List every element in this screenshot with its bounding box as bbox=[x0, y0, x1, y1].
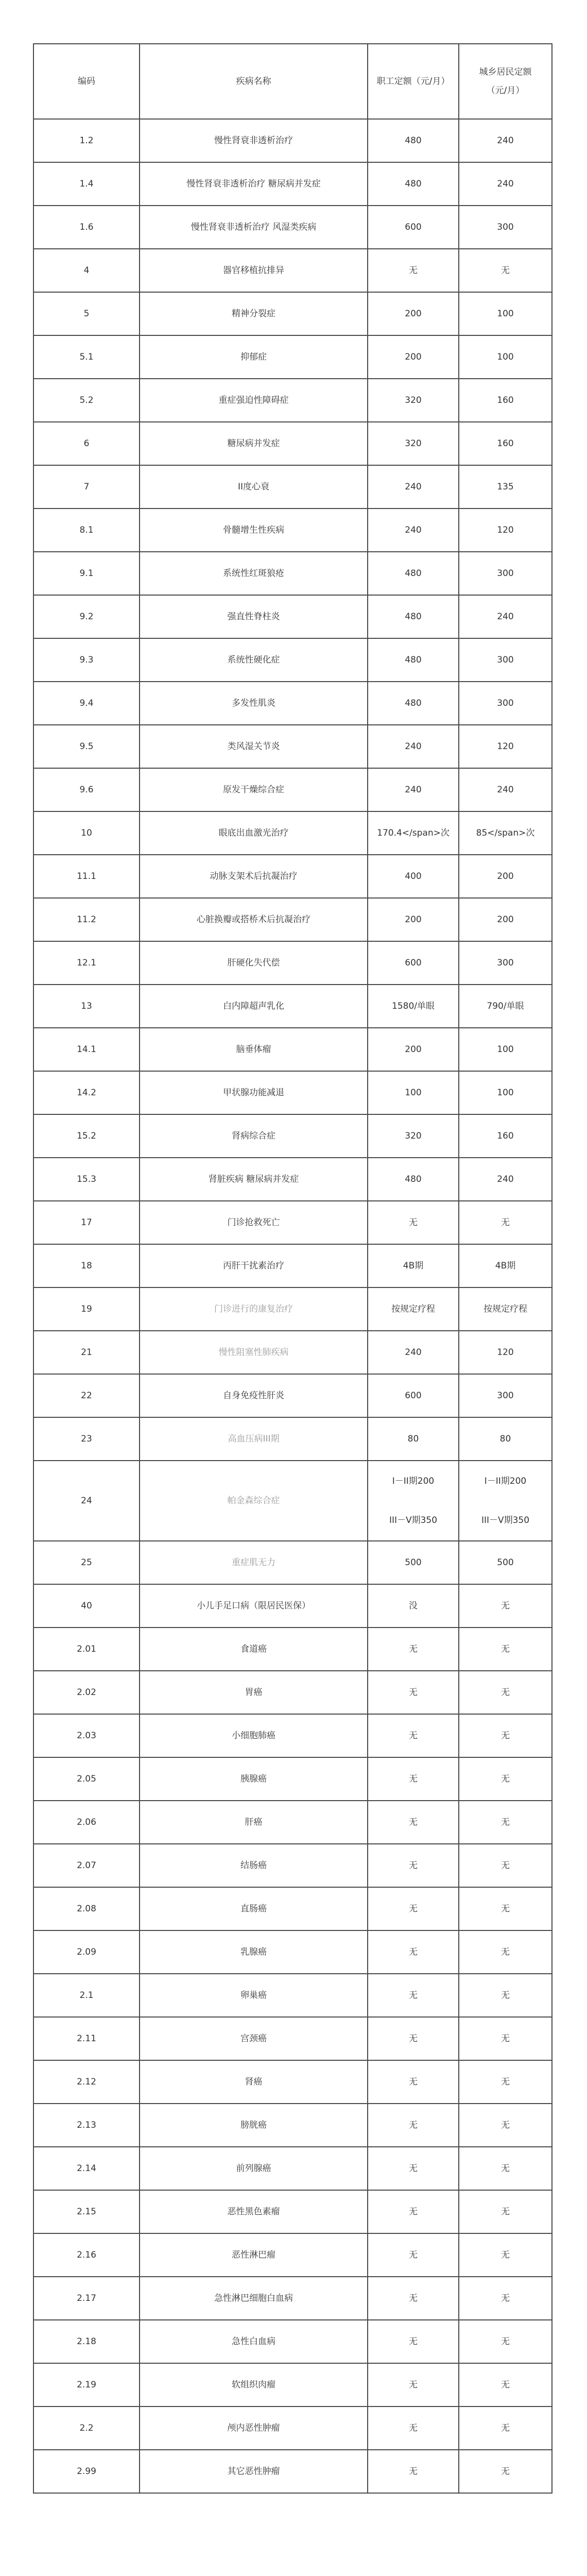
cell-resident-quota: 300 bbox=[459, 941, 552, 985]
cell-code: 2.1 bbox=[33, 1974, 140, 2017]
cell-employee-quota: 无 bbox=[368, 2406, 459, 2450]
cell-resident-quota: 无 bbox=[459, 2104, 552, 2147]
disease-quota-table-container bbox=[33, 43, 551, 2494]
cell-disease-name: 恶性淋巴瘤 bbox=[140, 2233, 368, 2277]
table-row bbox=[33, 1158, 552, 1201]
table-row bbox=[33, 1244, 552, 1287]
cell-code: 2.01 bbox=[33, 1628, 140, 1671]
table-row bbox=[33, 1331, 552, 1374]
cell-resident-quota: 无 bbox=[459, 1584, 552, 1628]
cell-employee-quota: 无 bbox=[368, 1801, 459, 1844]
table-row bbox=[33, 2147, 552, 2190]
cell-code: 15.2 bbox=[33, 1114, 140, 1158]
cell-code: 2.16 bbox=[33, 2233, 140, 2277]
cell-disease-name: 眼底出血激光治疗 bbox=[140, 811, 368, 855]
table-row bbox=[33, 379, 552, 422]
table-row bbox=[33, 1461, 552, 1541]
cell-code: 18 bbox=[33, 1244, 140, 1287]
cell-employee-quota: 600 bbox=[368, 941, 459, 985]
cell-code: 6 bbox=[33, 422, 140, 465]
cell-disease-name: 骨髓增生性疾病 bbox=[140, 509, 368, 552]
cell-disease-name: 肾脏疾病 糖尿病并发症 bbox=[140, 1158, 368, 1201]
cell-employee-quota: 100 bbox=[368, 1071, 459, 1114]
cell-resident-quota: 300 bbox=[459, 1374, 552, 1417]
cell-code: 2.14 bbox=[33, 2147, 140, 2190]
cell-code: 2.09 bbox=[33, 1930, 140, 1974]
cell-disease-name: 结肠癌 bbox=[140, 1844, 368, 1887]
cell-code: 10 bbox=[33, 811, 140, 855]
cell-employee-quota: 无 bbox=[368, 249, 459, 292]
cell-employee-quota: 240 bbox=[368, 725, 459, 768]
cell-resident-quota: 85</span>次 bbox=[459, 811, 552, 855]
cell-disease-name: 胰腺癌 bbox=[140, 1757, 368, 1801]
header-code: 编码 bbox=[33, 44, 140, 119]
cell-disease-name: 颅内恶性肿瘤 bbox=[140, 2406, 368, 2450]
cell-employee-quota: 无 bbox=[368, 2147, 459, 2190]
cell-disease-name: 白内障超声乳化 bbox=[140, 985, 368, 1028]
table-row bbox=[33, 206, 552, 249]
cell-disease-name: 肾癌 bbox=[140, 2060, 368, 2104]
table-row bbox=[33, 1671, 552, 1714]
cell-disease-name: 抑郁症 bbox=[140, 335, 368, 379]
cell-employee-quota: 320 bbox=[368, 379, 459, 422]
cell-code: 2.06 bbox=[33, 1801, 140, 1844]
table-row bbox=[33, 119, 552, 162]
cell-code: 14.1 bbox=[33, 1028, 140, 1071]
cell-code: 2.05 bbox=[33, 1757, 140, 1801]
cell-resident-quota: 无 bbox=[459, 1757, 552, 1801]
cell-employee-quota: 无 bbox=[368, 1201, 459, 1244]
cell-code: 15.3 bbox=[33, 1158, 140, 1201]
cell-code: 9.5 bbox=[33, 725, 140, 768]
cell-employee-quota: 无 bbox=[368, 2450, 459, 2493]
cell-employee-quota: 200 bbox=[368, 335, 459, 379]
cell-employee-quota: 无 bbox=[368, 2320, 459, 2363]
cell-resident-quota: 160 bbox=[459, 1114, 552, 1158]
cell-resident-quota: 无 bbox=[459, 1671, 552, 1714]
cell-disease-name: 慢性肾衰非透析治疗 糖尿病并发症 bbox=[140, 162, 368, 206]
header-resident-quota-line2: （元/月） bbox=[486, 86, 525, 96]
cell-employee-quota: 无 bbox=[368, 2017, 459, 2060]
table-body bbox=[33, 119, 552, 2493]
cell-resident-quota: 120 bbox=[459, 725, 552, 768]
cell-resident-quota: 240 bbox=[459, 162, 552, 206]
table-row bbox=[33, 552, 552, 595]
cell-employee-quota: 480 bbox=[368, 595, 459, 638]
cell-resident-quota: 无 bbox=[459, 2190, 552, 2233]
cell-disease-name: 急性淋巴细胞白血病 bbox=[140, 2277, 368, 2320]
cell-disease-name: 重症肌无力 bbox=[140, 1541, 368, 1584]
table-row bbox=[33, 2233, 552, 2277]
cell-disease-name: 恶性黑色素瘤 bbox=[140, 2190, 368, 2233]
table-row bbox=[33, 1801, 552, 1844]
cell-code: 1.2 bbox=[33, 119, 140, 162]
cell-code: 2.99 bbox=[33, 2450, 140, 2493]
cell-resident-quota: 无 bbox=[459, 2363, 552, 2406]
cell-employee-quota: 240 bbox=[368, 509, 459, 552]
cell-code: 4 bbox=[33, 249, 140, 292]
cell-code: 1.4 bbox=[33, 162, 140, 206]
table-row bbox=[33, 1844, 552, 1887]
cell-resident-quota-line: III－V期350 bbox=[481, 1515, 530, 1526]
table-row bbox=[33, 898, 552, 941]
cell-employee-quota: 无 bbox=[368, 1671, 459, 1714]
cell-code: 8.1 bbox=[33, 509, 140, 552]
cell-employee-quota: 没 bbox=[368, 1584, 459, 1628]
cell-employee-quota: 无 bbox=[368, 2233, 459, 2277]
cell-resident-quota: 无 bbox=[459, 1844, 552, 1887]
cell-resident-quota: 240 bbox=[459, 119, 552, 162]
cell-resident-quota: 160 bbox=[459, 379, 552, 422]
cell-resident-quota: 240 bbox=[459, 768, 552, 811]
cell-disease-name: 自身免疫性肝炎 bbox=[140, 1374, 368, 1417]
cell-code: 5 bbox=[33, 292, 140, 335]
cell-employee-quota: 240 bbox=[368, 768, 459, 811]
cell-disease-name: 慢性阻塞性肺疾病 bbox=[140, 1331, 368, 1374]
cell-disease-name: 心脏换瓣或搭桥术后抗凝治疗 bbox=[140, 898, 368, 941]
table-row bbox=[33, 1028, 552, 1071]
cell-resident-quota: 160 bbox=[459, 422, 552, 465]
cell-code: 9.2 bbox=[33, 595, 140, 638]
cell-resident-quota: 无 bbox=[459, 2060, 552, 2104]
cell-employee-quota: 500 bbox=[368, 1541, 459, 1584]
table-row bbox=[33, 941, 552, 985]
cell-employee-quota: 无 bbox=[368, 1757, 459, 1801]
table-row bbox=[33, 2190, 552, 2233]
cell-disease-name: 肝硬化失代偿 bbox=[140, 941, 368, 985]
cell-employee-quota: 480 bbox=[368, 552, 459, 595]
table-row bbox=[33, 1417, 552, 1461]
cell-code: 5.2 bbox=[33, 379, 140, 422]
cell-resident-quota: 无 bbox=[459, 2450, 552, 2493]
table-row bbox=[33, 855, 552, 898]
cell-employee-quota: 240 bbox=[368, 465, 459, 509]
cell-resident-quota: 500 bbox=[459, 1541, 552, 1584]
cell-resident-quota: 300 bbox=[459, 206, 552, 249]
cell-resident-quota: 无 bbox=[459, 1930, 552, 1974]
table-row bbox=[33, 249, 552, 292]
cell-disease-name: II度心衰 bbox=[140, 465, 368, 509]
cell-resident-quota: 100 bbox=[459, 1028, 552, 1071]
cell-disease-name: 急性白血病 bbox=[140, 2320, 368, 2363]
cell-code: 13 bbox=[33, 985, 140, 1028]
cell-resident-quota: 240 bbox=[459, 1158, 552, 1201]
cell-disease-name: 慢性肾衰非透析治疗 风湿类疾病 bbox=[140, 206, 368, 249]
cell-employee-quota: 200 bbox=[368, 1028, 459, 1071]
cell-employee-quota: 无 bbox=[368, 1844, 459, 1887]
cell-disease-name: 系统性硬化症 bbox=[140, 638, 368, 682]
cell-disease-name: 糖尿病并发症 bbox=[140, 422, 368, 465]
cell-disease-name: 多发性肌炎 bbox=[140, 682, 368, 725]
cell-employee-quota: 200 bbox=[368, 898, 459, 941]
cell-code: 2.15 bbox=[33, 2190, 140, 2233]
table-row bbox=[33, 1628, 552, 1671]
cell-disease-name: 原发干燥综合症 bbox=[140, 768, 368, 811]
cell-disease-name: 肾病综合症 bbox=[140, 1114, 368, 1158]
cell-disease-name: 甲状腺功能减退 bbox=[140, 1071, 368, 1114]
cell-resident-quota: 135 bbox=[459, 465, 552, 509]
cell-resident-quota: 无 bbox=[459, 2277, 552, 2320]
cell-disease-name: 软组织肉瘤 bbox=[140, 2363, 368, 2406]
cell-resident-quota: 无 bbox=[459, 1887, 552, 1930]
cell-disease-name: 小细胞肺癌 bbox=[140, 1714, 368, 1757]
cell-employee-quota: 无 bbox=[368, 2190, 459, 2233]
cell-resident-quota: 无 bbox=[459, 2320, 552, 2363]
table-row bbox=[33, 595, 552, 638]
cell-code: 2.18 bbox=[33, 2320, 140, 2363]
cell-resident-quota: 100 bbox=[459, 292, 552, 335]
cell-employee-quota: 无 bbox=[368, 1887, 459, 1930]
cell-disease-name: 其它恶性肿瘤 bbox=[140, 2450, 368, 2493]
cell-resident-quota: 300 bbox=[459, 682, 552, 725]
table-row bbox=[33, 292, 552, 335]
cell-resident-quota: 按规定疗程 bbox=[459, 1287, 552, 1331]
table-row bbox=[33, 1887, 552, 1930]
cell-code: 21 bbox=[33, 1331, 140, 1374]
cell-code: 14.2 bbox=[33, 1071, 140, 1114]
cell-resident-quota: 100 bbox=[459, 335, 552, 379]
table-row bbox=[33, 985, 552, 1028]
cell-resident-quota: 无 bbox=[459, 2406, 552, 2450]
cell-employee-quota: 170.4</span>次 bbox=[368, 811, 459, 855]
cell-disease-name: 直肠癌 bbox=[140, 1887, 368, 1930]
table-row bbox=[33, 1287, 552, 1331]
cell-code: 2.13 bbox=[33, 2104, 140, 2147]
table-header bbox=[33, 44, 552, 119]
cell-employee-quota: 480 bbox=[368, 682, 459, 725]
header-employee-quota: 职工定额（元/月） bbox=[368, 44, 459, 119]
table-row bbox=[33, 1541, 552, 1584]
cell-employee-quota: 无 bbox=[368, 1930, 459, 1974]
cell-employee-quota-line: III－V期350 bbox=[389, 1515, 438, 1526]
cell-code: 2.19 bbox=[33, 2363, 140, 2406]
cell-resident-quota: 100 bbox=[459, 1071, 552, 1114]
cell-code: 2.11 bbox=[33, 2017, 140, 2060]
cell-disease-name: 小儿手足口病（限居民医保） bbox=[140, 1584, 368, 1628]
cell-disease-name: 卵巢癌 bbox=[140, 1974, 368, 2017]
cell-disease-name: 宫颈癌 bbox=[140, 2017, 368, 2060]
table-row bbox=[33, 1714, 552, 1757]
table-row bbox=[33, 465, 552, 509]
cell-code: 11.1 bbox=[33, 855, 140, 898]
cell-employee-quota: 200 bbox=[368, 292, 459, 335]
cell-code: 2.08 bbox=[33, 1887, 140, 1930]
table-row bbox=[33, 682, 552, 725]
cell-code: 25 bbox=[33, 1541, 140, 1584]
cell-code: 2.03 bbox=[33, 1714, 140, 1757]
cell-employee-quota: 无 bbox=[368, 2060, 459, 2104]
cell-disease-name: 重症强迫性障碍症 bbox=[140, 379, 368, 422]
cell-disease-name: 脑垂体瘤 bbox=[140, 1028, 368, 1071]
cell-resident-quota: 240 bbox=[459, 595, 552, 638]
cell-employee-quota: 无 bbox=[368, 1714, 459, 1757]
cell-code: 2.07 bbox=[33, 1844, 140, 1887]
cell-resident-quota: 120 bbox=[459, 509, 552, 552]
table-row bbox=[33, 422, 552, 465]
cell-disease-name: 门诊抢救死亡 bbox=[140, 1201, 368, 1244]
table-row bbox=[33, 1201, 552, 1244]
cell-resident-quota-line: I－II期200 bbox=[484, 1476, 527, 1486]
table-row bbox=[33, 2277, 552, 2320]
cell-employee-quota: 320 bbox=[368, 1114, 459, 1158]
cell-employee-quota: 400 bbox=[368, 855, 459, 898]
cell-resident-quota bbox=[459, 1461, 552, 1541]
table-row bbox=[33, 2406, 552, 2450]
cell-code: 5.1 bbox=[33, 335, 140, 379]
table-row bbox=[33, 1071, 552, 1114]
cell-employee-quota: 无 bbox=[368, 2104, 459, 2147]
table-row bbox=[33, 509, 552, 552]
cell-code: 7 bbox=[33, 465, 140, 509]
cell-disease-name: 胃癌 bbox=[140, 1671, 368, 1714]
cell-employee-quota: 480 bbox=[368, 162, 459, 206]
cell-employee-quota: 600 bbox=[368, 1374, 459, 1417]
cell-code: 1.6 bbox=[33, 206, 140, 249]
cell-employee-quota: 600 bbox=[368, 206, 459, 249]
cell-employee-quota: 480 bbox=[368, 119, 459, 162]
cell-resident-quota: 120 bbox=[459, 1331, 552, 1374]
header-resident-quota bbox=[459, 44, 552, 119]
header-row bbox=[33, 44, 552, 119]
cell-code: 2.2 bbox=[33, 2406, 140, 2450]
table-row bbox=[33, 1374, 552, 1417]
cell-disease-name: 动脉支架术后抗凝治疗 bbox=[140, 855, 368, 898]
table-row bbox=[33, 2320, 552, 2363]
cell-employee-quota: 240 bbox=[368, 1331, 459, 1374]
disease-quota-table bbox=[33, 43, 553, 2494]
cell-disease-name: 类风湿关节炎 bbox=[140, 725, 368, 768]
cell-code: 22 bbox=[33, 1374, 140, 1417]
cell-disease-name: 门诊进行的康复治疗 bbox=[140, 1287, 368, 1331]
cell-disease-name: 强直性脊柱炎 bbox=[140, 595, 368, 638]
header-resident-quota-line1: 城乡居民定额 bbox=[479, 67, 532, 77]
cell-employee-quota: 按规定疗程 bbox=[368, 1287, 459, 1331]
cell-code: 17 bbox=[33, 1201, 140, 1244]
table-row bbox=[33, 2060, 552, 2104]
cell-code: 40 bbox=[33, 1584, 140, 1628]
table-row bbox=[33, 638, 552, 682]
table-row bbox=[33, 1584, 552, 1628]
cell-disease-name: 肝癌 bbox=[140, 1801, 368, 1844]
cell-resident-quota: 200 bbox=[459, 898, 552, 941]
table-row bbox=[33, 2104, 552, 2147]
cell-resident-quota: 无 bbox=[459, 2147, 552, 2190]
cell-code: 9.6 bbox=[33, 768, 140, 811]
cell-resident-quota: 200 bbox=[459, 855, 552, 898]
cell-employee-quota: 无 bbox=[368, 2363, 459, 2406]
cell-code: 9.3 bbox=[33, 638, 140, 682]
cell-disease-name: 乳腺癌 bbox=[140, 1930, 368, 1974]
cell-employee-quota: 4B期 bbox=[368, 1244, 459, 1287]
table-row bbox=[33, 162, 552, 206]
cell-code: 2.02 bbox=[33, 1671, 140, 1714]
cell-resident-quota: 4B期 bbox=[459, 1244, 552, 1287]
cell-resident-quota: 无 bbox=[459, 1201, 552, 1244]
cell-disease-name: 丙肝干扰素治疗 bbox=[140, 1244, 368, 1287]
cell-resident-quota: 300 bbox=[459, 552, 552, 595]
table-row bbox=[33, 1930, 552, 1974]
cell-employee-quota: 无 bbox=[368, 1974, 459, 2017]
cell-code: 12.1 bbox=[33, 941, 140, 985]
cell-disease-name: 器官移植抗排异 bbox=[140, 249, 368, 292]
cell-disease-name: 膀胱癌 bbox=[140, 2104, 368, 2147]
cell-code: 9.4 bbox=[33, 682, 140, 725]
cell-resident-quota: 无 bbox=[459, 249, 552, 292]
table-row bbox=[33, 335, 552, 379]
cell-employee-quota: 1580/单眼 bbox=[368, 985, 459, 1028]
header-disease-name: 疾病名称 bbox=[140, 44, 368, 119]
cell-employee-quota: 80 bbox=[368, 1417, 459, 1461]
cell-employee-quota: 320 bbox=[368, 422, 459, 465]
cell-resident-quota: 300 bbox=[459, 638, 552, 682]
table-row bbox=[33, 1974, 552, 2017]
cell-resident-quota: 无 bbox=[459, 1801, 552, 1844]
cell-disease-name: 慢性肾衰非透析治疗 bbox=[140, 119, 368, 162]
cell-employee-quota: 480 bbox=[368, 1158, 459, 1201]
cell-disease-name: 系统性红斑狼疮 bbox=[140, 552, 368, 595]
cell-resident-quota: 无 bbox=[459, 1628, 552, 1671]
cell-employee-quota: 无 bbox=[368, 1628, 459, 1671]
cell-code: 23 bbox=[33, 1417, 140, 1461]
table-row bbox=[33, 725, 552, 768]
cell-code: 9.1 bbox=[33, 552, 140, 595]
cell-disease-name: 帕金森综合症 bbox=[140, 1461, 368, 1541]
cell-resident-quota: 无 bbox=[459, 2017, 552, 2060]
table-row bbox=[33, 1114, 552, 1158]
cell-resident-quota: 无 bbox=[459, 2233, 552, 2277]
cell-disease-name: 食道癌 bbox=[140, 1628, 368, 1671]
cell-disease-name: 前列腺癌 bbox=[140, 2147, 368, 2190]
cell-resident-quota: 无 bbox=[459, 1974, 552, 2017]
table-row bbox=[33, 811, 552, 855]
table-row bbox=[33, 1757, 552, 1801]
cell-code: 11.2 bbox=[33, 898, 140, 941]
cell-disease-name: 高血压病III期 bbox=[140, 1417, 368, 1461]
cell-resident-quota: 80 bbox=[459, 1417, 552, 1461]
cell-code: 19 bbox=[33, 1287, 140, 1331]
cell-employee-quota: 无 bbox=[368, 2277, 459, 2320]
table-row bbox=[33, 2363, 552, 2406]
cell-employee-quota: 480 bbox=[368, 638, 459, 682]
cell-code: 2.17 bbox=[33, 2277, 140, 2320]
table-row bbox=[33, 2450, 552, 2493]
cell-employee-quota-line: I－II期200 bbox=[392, 1476, 435, 1486]
table-row bbox=[33, 2017, 552, 2060]
table-row bbox=[33, 768, 552, 811]
cell-code: 24 bbox=[33, 1461, 140, 1541]
cell-disease-name: 精神分裂症 bbox=[140, 292, 368, 335]
cell-resident-quota: 790/单眼 bbox=[459, 985, 552, 1028]
cell-employee-quota bbox=[368, 1461, 459, 1541]
cell-resident-quota: 无 bbox=[459, 1714, 552, 1757]
cell-code: 2.12 bbox=[33, 2060, 140, 2104]
